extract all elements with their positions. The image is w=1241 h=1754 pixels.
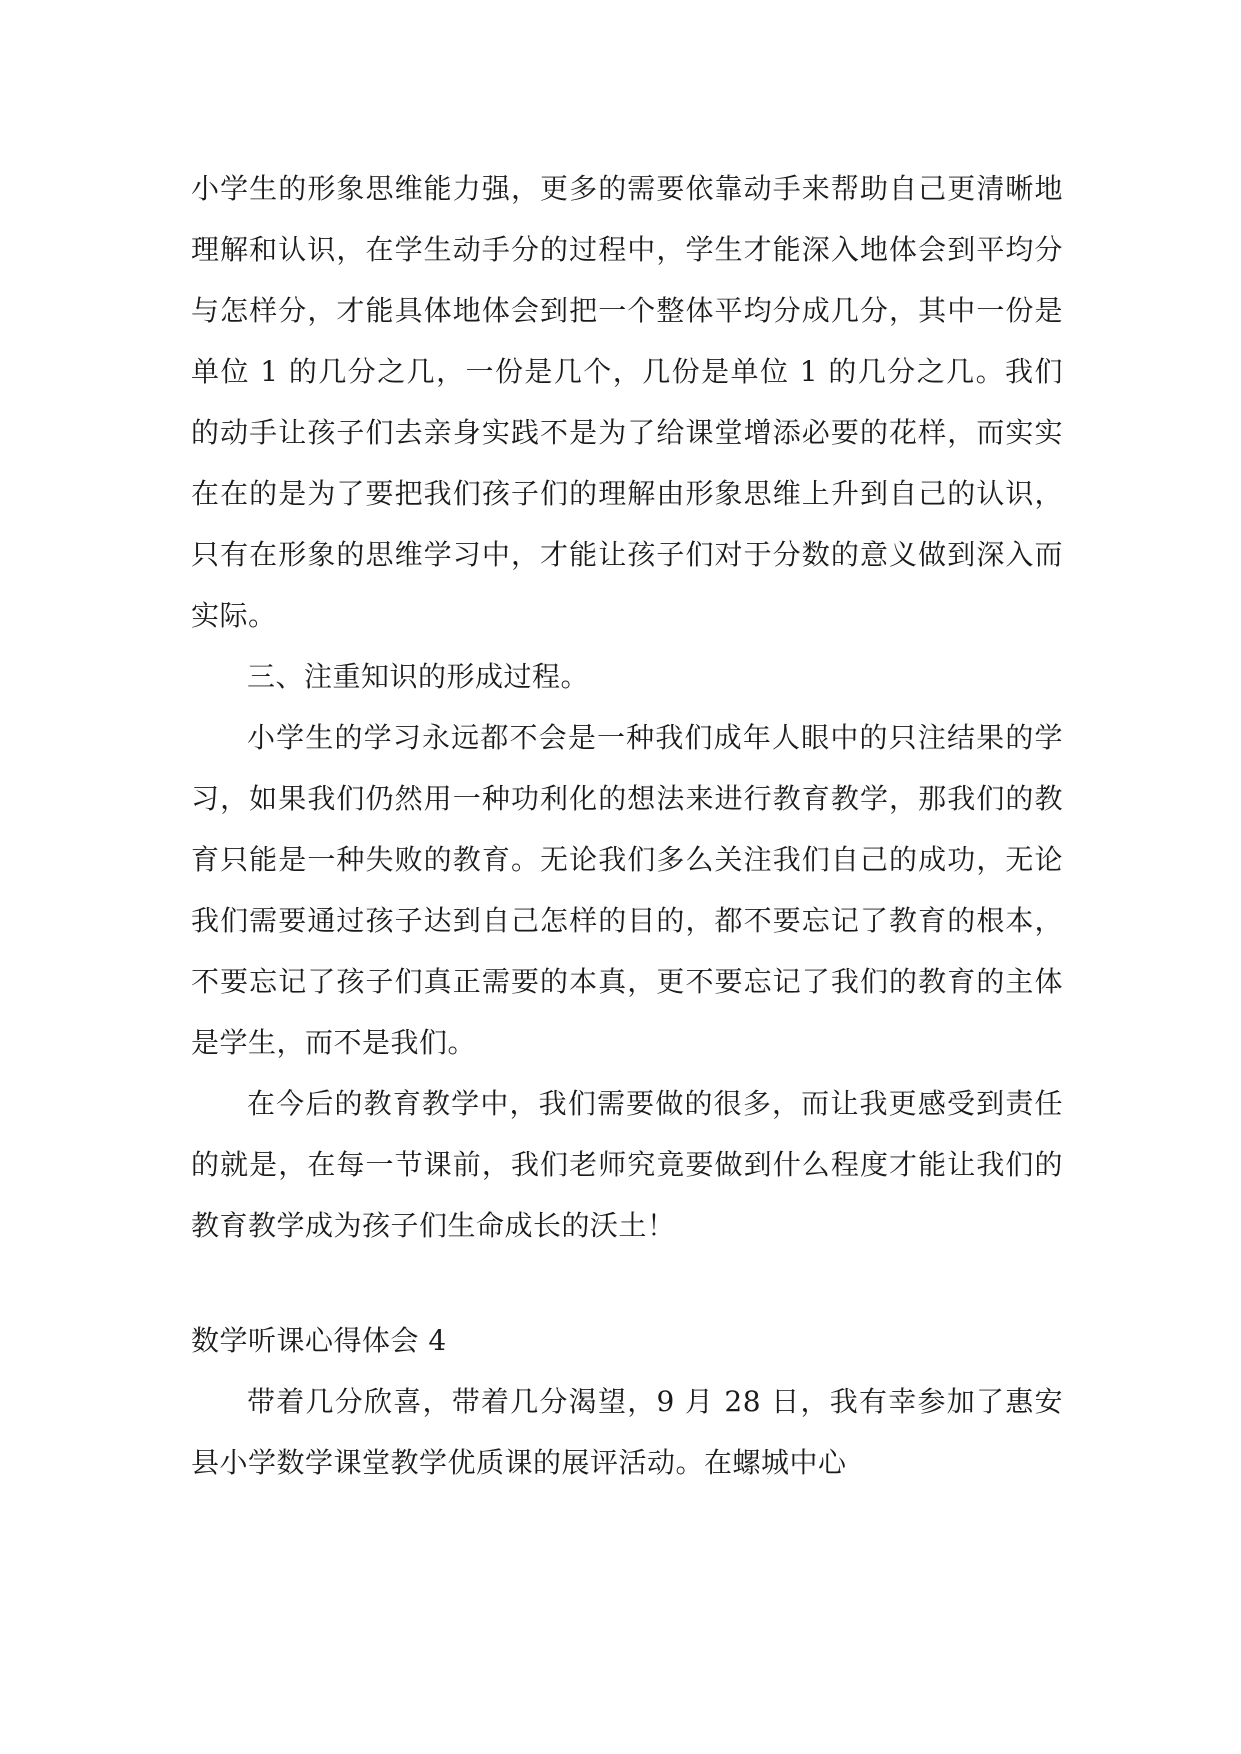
paragraph-learning-process: 小学生的学习永远都不会是一种我们成年人眼中的只注结果的学习，如果我们仍然用一种功利化的想法来进行教育教学，那我们的教育只能是一种失败的教育。无论我们多么关注我们自己的成功，无论我们需要通过孩子达到自己怎样的目的，都不要忘记了教育的根本，不要忘记了孩子们真正需要的本真，更不要忘记了我们的教育的主体是学生，而不是我们。	[191, 721, 1063, 1059]
paragraph-future-teaching: 在今后的教育教学中，我们需要做的很多，而让我更感受到责任的就是，在每一节课前，我们老师究竟要做到什么程度才能让我们的教育教学成为孩子们生命成长的沃土！	[191, 1087, 1063, 1242]
document-body	[191, 158, 1063, 1493]
paragraph-point-three: 三、注重知识的形成过程。	[247, 660, 590, 693]
section-title: 数学听课心得体会 4	[191, 1324, 447, 1357]
paragraph-section-intro: 带着几分欣喜，带着几分渴望，9 月 28 日，我有幸参加了惠安县小学数学课堂教学优质课的展评活动。在螺城中心	[191, 1385, 1063, 1479]
paragraph-hands-on: 小学生的形象思维能力强，更多的需要依靠动手来帮助自己更清晰地理解和认识，在学生动手分的过程中，学生才能深入地体会到平均分与怎样分，才能具体地体会到把一个整体平均分成几分，其中一份是单位 1 的几分之几，一份是几个，几份是单位 1 的几分之几。我们的动手让孩子们去亲身实践不是为了给课堂增添必要的花样，而实实在在的是为了要把我们孩子们的理解由形象思维上升到自己的认识，只有在形象的思维学习中，才能让孩子们对于分数的意义做到深入而实际。	[191, 172, 1063, 632]
